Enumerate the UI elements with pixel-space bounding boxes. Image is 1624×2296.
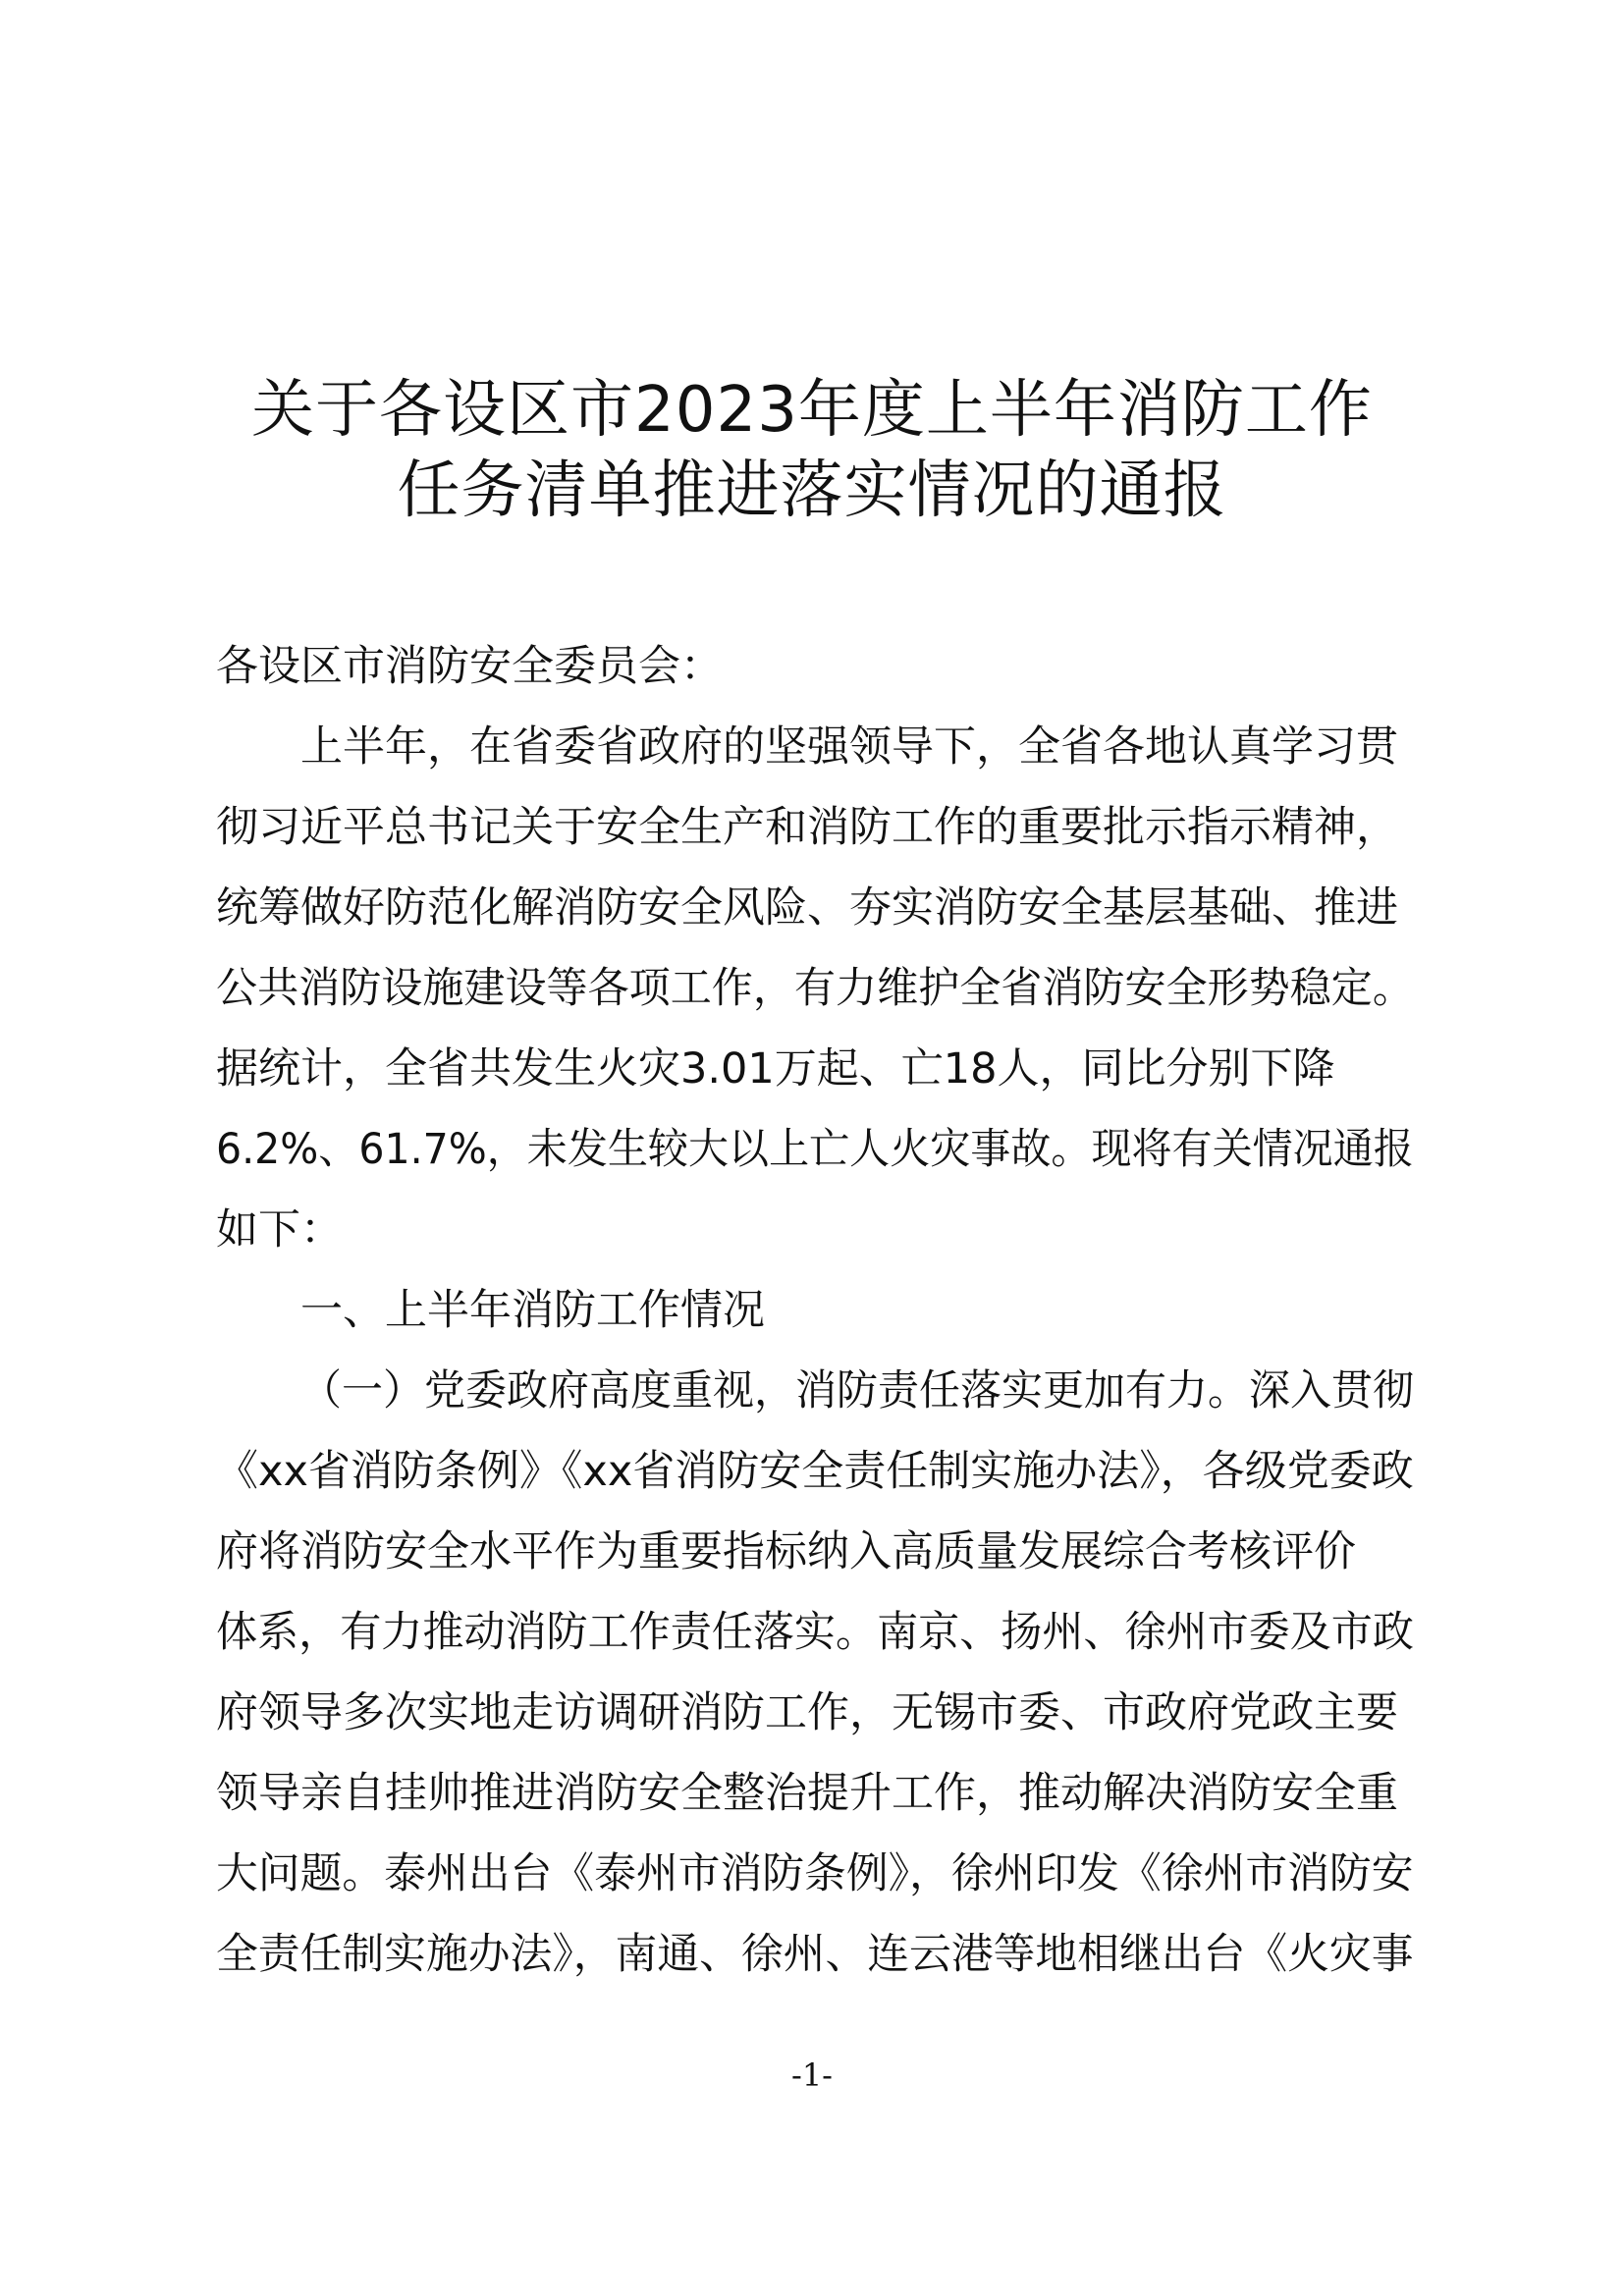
paragraph-1-line: 统筹做好防范化解消防安全风险、夯实消防安全基层基础、推进 (216, 883, 1398, 933)
paragraph-2-line: 府将消防安全水平作为重要指标纳入高质量发展综合考核评价 (216, 1527, 1356, 1576)
paragraph-1-line: 据统计，全省共发生火灾3.01万起、亡18人，同比分别下降 (216, 1044, 1335, 1094)
paragraph-2-line: 全责任制实施办法》，南通、徐州、连云港等地相继出台《火灾事 (216, 1930, 1414, 1979)
salutation: 各设区市消防安全委员会： (216, 642, 723, 691)
paragraph-1-line: 如下： (216, 1205, 343, 1255)
paragraph-1-line: 彻习近平总书记关于安全生产和消防工作的重要批示指示精神， (216, 803, 1398, 852)
paragraph-2-line: 《xx省消防条例》《xx省消防安全责任制实施办法》，各级党委政 (216, 1447, 1414, 1496)
paragraph-2-line: 领导亲自挂帅推进消防安全整治提升工作，推动解决消防安全重 (216, 1769, 1398, 1818)
paragraph-2-line: 府领导多次实地走访调研消防工作，无锡市委、市政府党政主要 (216, 1688, 1398, 1737)
paragraph-1-line: 上半年，在省委省政府的坚强领导下，全省各地认真学习贯 (300, 722, 1398, 772)
paragraph-2-line: 体系，有力推动消防工作责任落实。南京、扬州、徐州市委及市政 (216, 1608, 1414, 1657)
section-heading: 一、上半年消防工作情况 (300, 1286, 765, 1335)
paragraph-1-line: 公共消防设施建设等各项工作，有力维护全省消防安全形势稳定。 (216, 964, 1414, 1013)
paragraph-1-line: 6.2%、61.7%，未发生较大以上亡人火灾事故。现将有关情况通报 (216, 1125, 1414, 1174)
paragraph-2-line: 大问题。泰州出台《泰州市消防条例》，徐州印发《徐州市消防安 (216, 1849, 1414, 1898)
document-title-line-2: 任务清单推进落实情况的通报 (397, 454, 1227, 527)
document-title-line-1: 关于各设区市2023年度上半年消防工作 (251, 374, 1373, 447)
page-number: -1- (791, 2056, 833, 2094)
paragraph-2-line: （一）党委政府高度重视，消防责任落实更加有力。深入贯彻 (300, 1366, 1414, 1415)
